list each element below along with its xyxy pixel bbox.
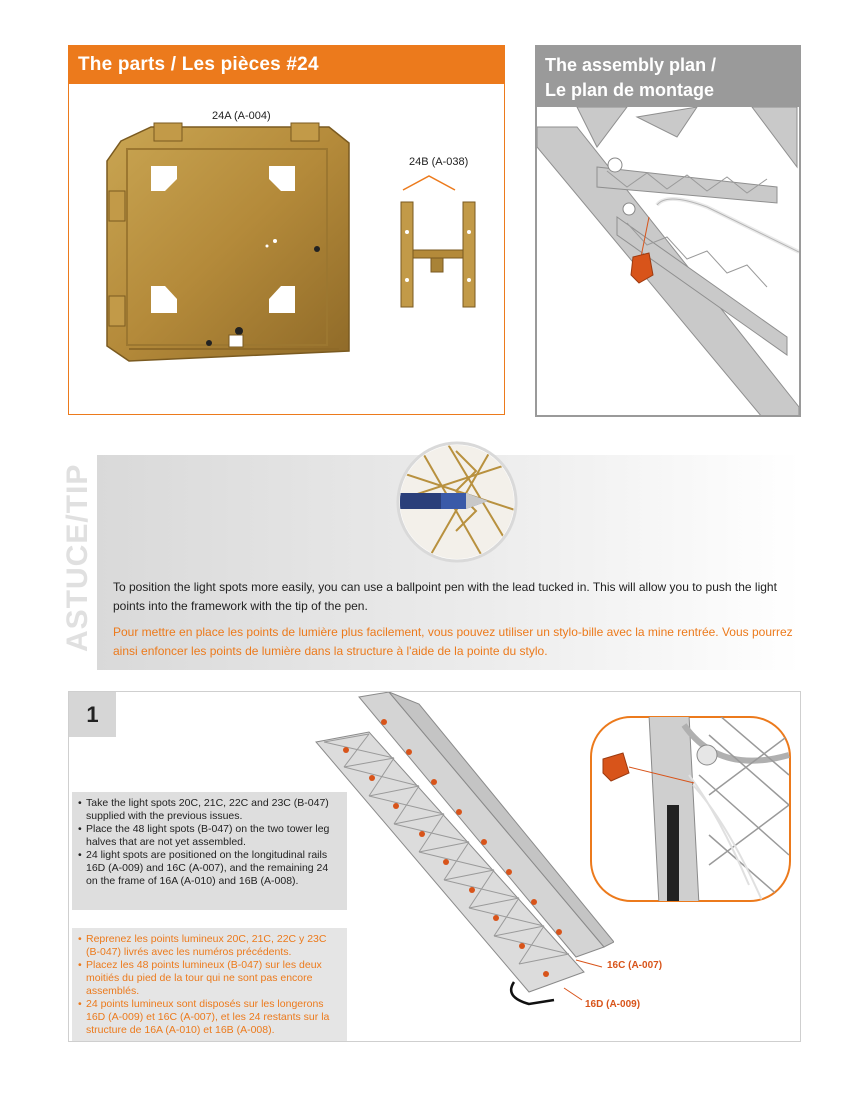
step-1-panel <box>68 691 801 1042</box>
tip-text-en: To position the light spots more easily, you can use a ballpoint pen with the lead tucked in. This will allow you to push the light points into the framework with the tip of the pen. <box>113 580 777 613</box>
label-16d: 16D (A-009) <box>585 999 641 1010</box>
parts-title: The parts / Les pièces #24 <box>69 46 504 84</box>
part-24a-image <box>99 121 354 366</box>
tip-side-label <box>58 455 98 670</box>
step-1-en-item: • Take the light spots 20C, 21C, 22C and 23C (B-047) supplied with the previous issues. <box>78 797 341 823</box>
step-1-instructions-fr <box>72 928 347 1041</box>
assembly-plan-title <box>537 47 799 107</box>
assembly-plan-title-line1: The assembly plan / <box>545 55 717 75</box>
tip-text-fr: Pour mettre en place les points de lumière plus facilement, vous pouvez utiliser un stylo-bille avec la mine rentrée. Vous pourrez ainsi enfoncer les points de lumière dans la structure à l'aide de la pointe du stylo. <box>113 625 793 658</box>
part-24a-label: 24A (A-004) <box>212 110 271 122</box>
step-1-fr-item: • Reprenez les points lumineux 20C, 21C, 22C y 23C (B-047) livrés avec les numéros précédents. <box>78 933 341 959</box>
assembly-plan-image <box>537 107 799 417</box>
tip-side-text: ASTUCE/TIP <box>61 463 94 652</box>
assembly-plan-panel <box>535 45 801 417</box>
step-1-fr-item: • 24 points lumineux sont disposés sur les longerons 16D (A-009) et 16C (A-007), et les 24 restants sur la structure de 16A (A-010) et 16B (A-008). <box>78 998 341 1037</box>
label-16c: 16C (A-007) <box>607 960 663 971</box>
step-1-en-item: • 24 light spots are positioned on the longitudinal rails 16D (A-009) and 16C (A-007), and the remaining 24 on the frame of 16A (A-010) and 16B (A-008). <box>78 849 341 888</box>
part-24b-label: 24B (A-038) <box>409 156 469 168</box>
part-24b-image <box>397 172 477 312</box>
step-1-en-item: • Place the 48 light spots (B-047) on the two tower leg halves that are not yet assembled. <box>78 823 341 849</box>
parts-panel <box>68 45 505 415</box>
detail-inset-image <box>589 715 794 905</box>
tower-leg-image <box>314 692 614 1037</box>
assembly-plan-title-line2: Le plan de montage <box>545 80 715 100</box>
tip-pen-image <box>396 441 518 563</box>
step-1-fr-item: • Placez les 48 points lumineux (B-047) sur les deux moitiés du pied de la tour qui ne sont pas encore assemblés. <box>78 959 341 998</box>
step-1-instructions-en <box>72 792 347 910</box>
step-number: 1 <box>69 692 116 737</box>
